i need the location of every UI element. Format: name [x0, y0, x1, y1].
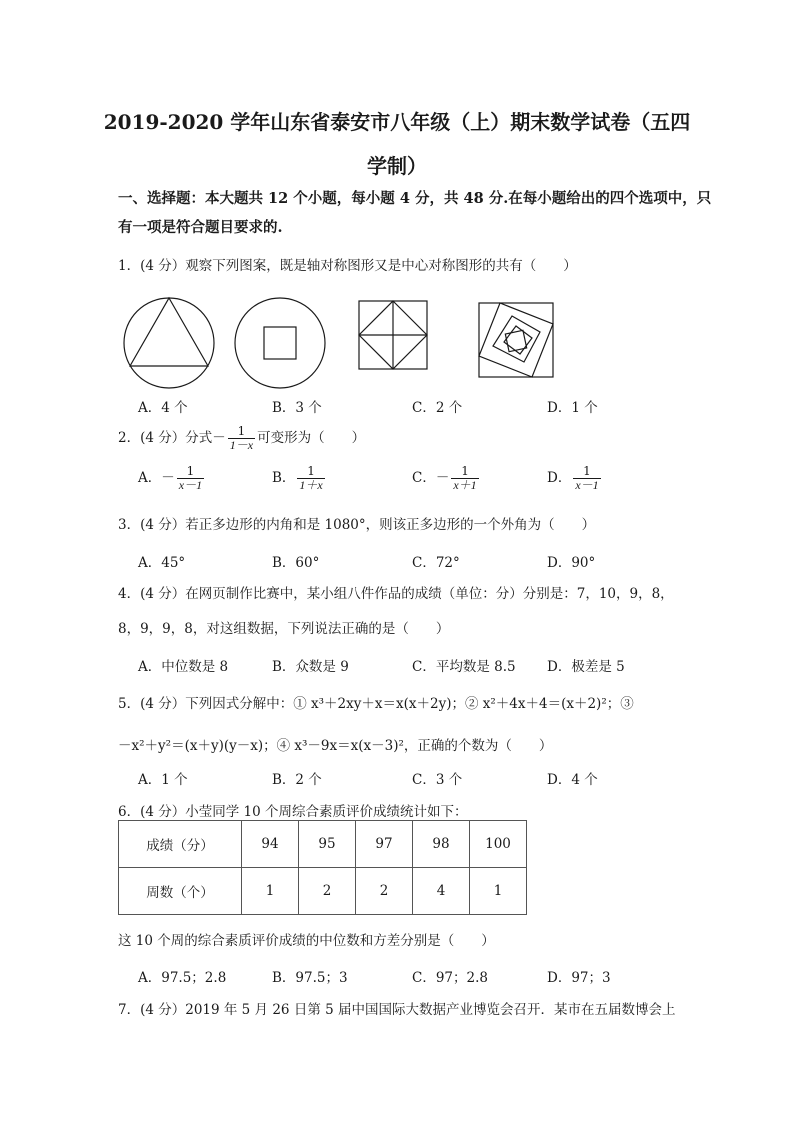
- table-cell: 100: [470, 821, 527, 868]
- q2-option-d-label: D．: [547, 470, 572, 487]
- q2-option-d-denominator: x－1: [575, 478, 599, 493]
- q2-stem-prefix: 2．(4 分）分式－: [118, 430, 226, 447]
- q2-option-d-fraction: [573, 465, 600, 492]
- q2-option-c-label: C．－: [412, 470, 450, 487]
- table-cell: 94: [242, 821, 299, 868]
- q5-option-c: C．3 个: [412, 772, 463, 788]
- section-heading-continued: 有一项是符合题目要求的.: [118, 219, 283, 236]
- q1-option-d: D．1 个: [547, 400, 598, 416]
- q1-option-a: A．4 个: [138, 400, 188, 416]
- q2-option-a-numerator: 1: [177, 465, 204, 479]
- question-3-stem: 3．(4 分）若正多边形的内角和是 1080°，则该正多边形的一个外角为（ ）: [118, 517, 596, 533]
- q4-option-c: C．平均数是 8.5: [412, 659, 516, 675]
- question-2-stem: [118, 425, 365, 452]
- q3-option-c: C．72°: [412, 555, 460, 571]
- q2-option-a-denominator: x－1: [178, 478, 203, 493]
- table-cell: 1: [242, 868, 299, 915]
- q6-option-d: D．97；3: [547, 970, 611, 986]
- q6-option-b: B．97.5；3: [272, 970, 348, 986]
- q2-option-b-label: B．: [272, 470, 296, 487]
- table-row-label: 成绩（分）: [119, 821, 242, 868]
- q1-option-c: C．2 个: [412, 400, 463, 416]
- q4-option-d: D．极差是 5: [547, 659, 625, 675]
- figure-circle-square: [233, 296, 328, 391]
- table-row: [119, 821, 527, 868]
- figure-circle-triangle: [122, 296, 217, 391]
- q2-option-b-fraction: [297, 465, 324, 492]
- figure-square-diamond: [358, 300, 428, 370]
- question-4-stem-continued: 8，9，9，8，对这组数据，下列说法正确的是（ ）: [118, 621, 450, 637]
- q2-option-a: [138, 465, 206, 492]
- table-cell: 98: [413, 821, 470, 868]
- q2-option-b-numerator: 1: [297, 465, 324, 479]
- q4-option-b: B．众数是 9: [272, 659, 349, 675]
- q3-option-b: B．60°: [272, 555, 320, 571]
- q3-option-d: D．90°: [547, 555, 596, 571]
- page-title-continued: 学制）: [367, 154, 427, 178]
- table-cell: 1: [470, 868, 527, 915]
- q2-fraction: [228, 425, 255, 452]
- table-cell: 2: [299, 868, 356, 915]
- q3-option-a: A．45°: [138, 555, 186, 571]
- q2-option-b: [272, 465, 327, 492]
- table-row-label: 周数（个）: [119, 868, 242, 915]
- figure-nested-rotated-squares: [478, 302, 554, 378]
- table-cell: 97: [356, 821, 413, 868]
- question-5-stem: 5．(4 分）下列因式分解中：① x³＋2xy＋x＝x(x＋2y)；② x²＋4x＋4＝(x＋2)²；③: [118, 696, 634, 712]
- q2-fraction-denominator: 1－x: [229, 438, 254, 453]
- q2-fraction-numerator: 1: [228, 425, 255, 439]
- page-title: 2019-2020 学年山东省泰安市八年级（上）期末数学试卷（五四: [103, 110, 691, 134]
- q2-option-c: [412, 465, 481, 492]
- score-table: [118, 820, 527, 915]
- q2-option-d-numerator: 1: [573, 465, 600, 479]
- table-cell: 2: [356, 868, 413, 915]
- q2-option-c-denominator: x＋1: [453, 478, 477, 493]
- q2-option-b-denominator: 1＋x: [299, 478, 323, 493]
- q5-option-a: A．1 个: [138, 772, 188, 788]
- table-row: [119, 868, 527, 915]
- question-5-stem-continued: －x²＋y²＝(x＋y)(y－x)；④ x³－9x＝x(x－3)²，正确的个数为（ ）: [118, 738, 553, 754]
- section-heading: 一、选择题：本大题共 12 个小题，每小题 4 分，共 48 分.在每小题给出的四个选项中，只: [118, 190, 712, 207]
- q6-option-c: C．97；2.8: [412, 970, 488, 986]
- q5-option-d: D．4 个: [547, 772, 598, 788]
- question-1-stem: 1．(4 分）观察下列图案，既是轴对称图形又是中心对称图形的共有（ ）: [118, 258, 577, 274]
- question-4-stem: 4．(4 分）在网页制作比赛中，某小组八件作品的成绩（单位：分）分别是：7，10，9，8，: [118, 586, 674, 602]
- q2-option-c-numerator: 1: [451, 465, 478, 479]
- q4-option-a: A．中位数是 8: [138, 659, 229, 675]
- table-cell: 4: [413, 868, 470, 915]
- q2-option-a-fraction: [177, 465, 204, 492]
- q2-stem-suffix: 可变形为（ ）: [257, 430, 366, 447]
- q5-option-b: B．2 个: [272, 772, 322, 788]
- q1-option-b: B．3 个: [272, 400, 322, 416]
- q2-option-c-fraction: [451, 465, 478, 492]
- question-6-prompt: 这 10 个周的综合素质评价成绩的中位数和方差分别是（ ）: [118, 933, 495, 949]
- q2-option-d: [547, 465, 603, 492]
- table-cell: 95: [299, 821, 356, 868]
- question-6-stem: 6．(4 分）小莹同学 10 个周综合素质评价成绩统计如下：: [118, 804, 468, 820]
- q2-option-a-label: A．－: [138, 470, 175, 487]
- q6-option-a: A．97.5；2.8: [138, 970, 227, 986]
- question-7-stem: 7．(4 分）2019 年 5 月 26 日第 5 届中国国际大数据产业博览会召开．某市在五届数博会上: [118, 1002, 676, 1018]
